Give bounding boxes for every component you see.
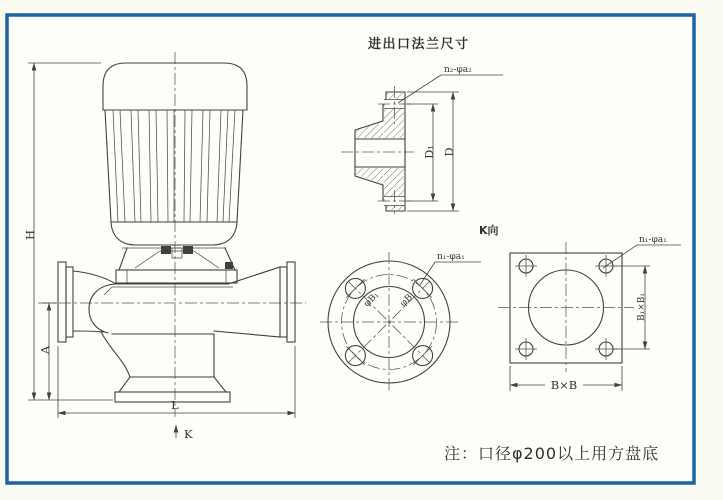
k-direction-label: K (184, 427, 193, 441)
dim-label-bxb: B×B (550, 378, 578, 392)
dim-label-a: A (38, 345, 52, 355)
dim-label-l: L (171, 398, 179, 412)
dim-label-phi-b1: φB₁ (362, 290, 382, 310)
dim-label-b1xb1: B₁×B₁ (637, 293, 647, 321)
dim-label-d: D (442, 147, 456, 157)
bolt-count-label-circle: n₁-φa₁ (437, 252, 465, 262)
coupling-half-left (161, 246, 171, 254)
dim-label-h: H (23, 229, 37, 241)
k-view-title: K向 (479, 224, 499, 237)
bolt-count-label-square: n₁-φa₁ (639, 235, 667, 245)
flange-title-label: 进出口法兰尺寸 (368, 37, 470, 52)
drain-plug (225, 262, 233, 269)
dim-label-d1: D₁ (422, 145, 436, 159)
coupling-half-right (183, 246, 193, 254)
dim-label-phi-b: φB (398, 292, 415, 309)
bolt-count-label-flange: n₂-φa₂ (444, 65, 472, 75)
footnote: 注：口径φ200以上用方盘底 (444, 444, 660, 463)
